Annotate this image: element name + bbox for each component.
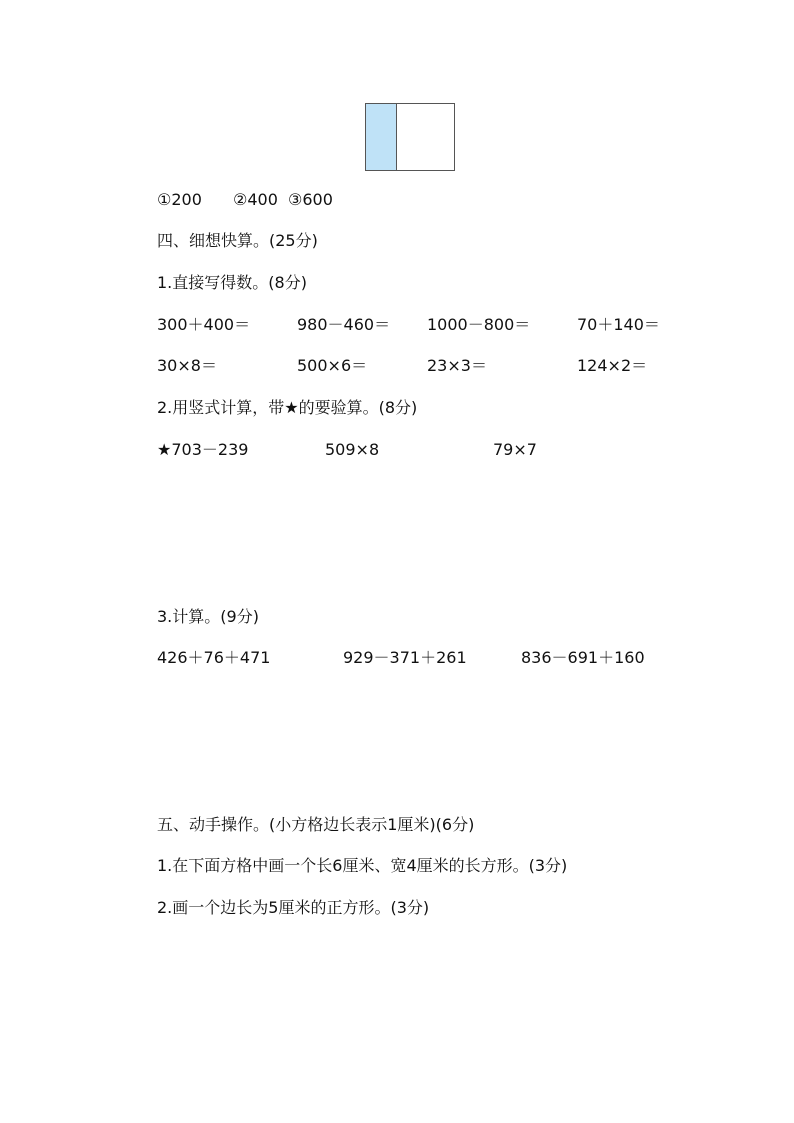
oral-calc-row-2: [0, 356, 794, 376]
vertical-calc-row: [0, 440, 794, 460]
mixed-calc-row: [0, 648, 794, 668]
oral-calc-item: 124×2＝: [577, 356, 648, 375]
shaded-portion: [366, 104, 397, 170]
oral-calc-item: 30×8＝: [157, 356, 217, 375]
operation-question-2: 2.画一个边长为5厘米的正方形。(3分): [157, 898, 430, 917]
vertical-calc-item: 79×7: [493, 440, 537, 459]
operation-question-1: 1.在下面方格中画一个长6厘米、宽4厘米的长方形。(3分): [157, 856, 568, 875]
vertical-calc-item: ★703－239: [157, 440, 249, 459]
question-1-title: 1.直接写得数。(8分): [157, 273, 307, 292]
vertical-calc-item: 509×8: [325, 440, 380, 459]
question-3-title: 3.计算。(9分): [157, 607, 259, 626]
oral-calc-item: 1000－800＝: [427, 315, 531, 334]
oral-calc-item: 70＋140＝: [577, 315, 660, 334]
mixed-calc-item: 426＋76＋471: [157, 648, 271, 667]
mixed-calc-item: 929－371＋261: [343, 648, 467, 667]
answer-options: [0, 190, 794, 210]
oral-calc-item: 23×3＝: [427, 356, 487, 375]
oral-calc-row-1: [0, 315, 794, 335]
section-4-title: 四、细想快算。(25分): [157, 231, 318, 250]
mixed-calc-item: 836－691＋160: [521, 648, 645, 667]
oral-calc-item: 300＋400＝: [157, 315, 251, 334]
question-2-title: 2.用竖式计算，带★的要验算。(8分): [157, 398, 418, 417]
section-5-title: 五、动手操作。(小方格边长表示1厘米)(6分): [157, 815, 475, 834]
oral-calc-item: 980－460＝: [297, 315, 391, 334]
option-2: ②400: [233, 190, 278, 209]
option-3: ③600: [288, 190, 333, 209]
fraction-rectangle-figure: [365, 103, 455, 171]
oral-calc-item: 500×6＝: [297, 356, 368, 375]
option-1: ①200: [157, 190, 202, 209]
